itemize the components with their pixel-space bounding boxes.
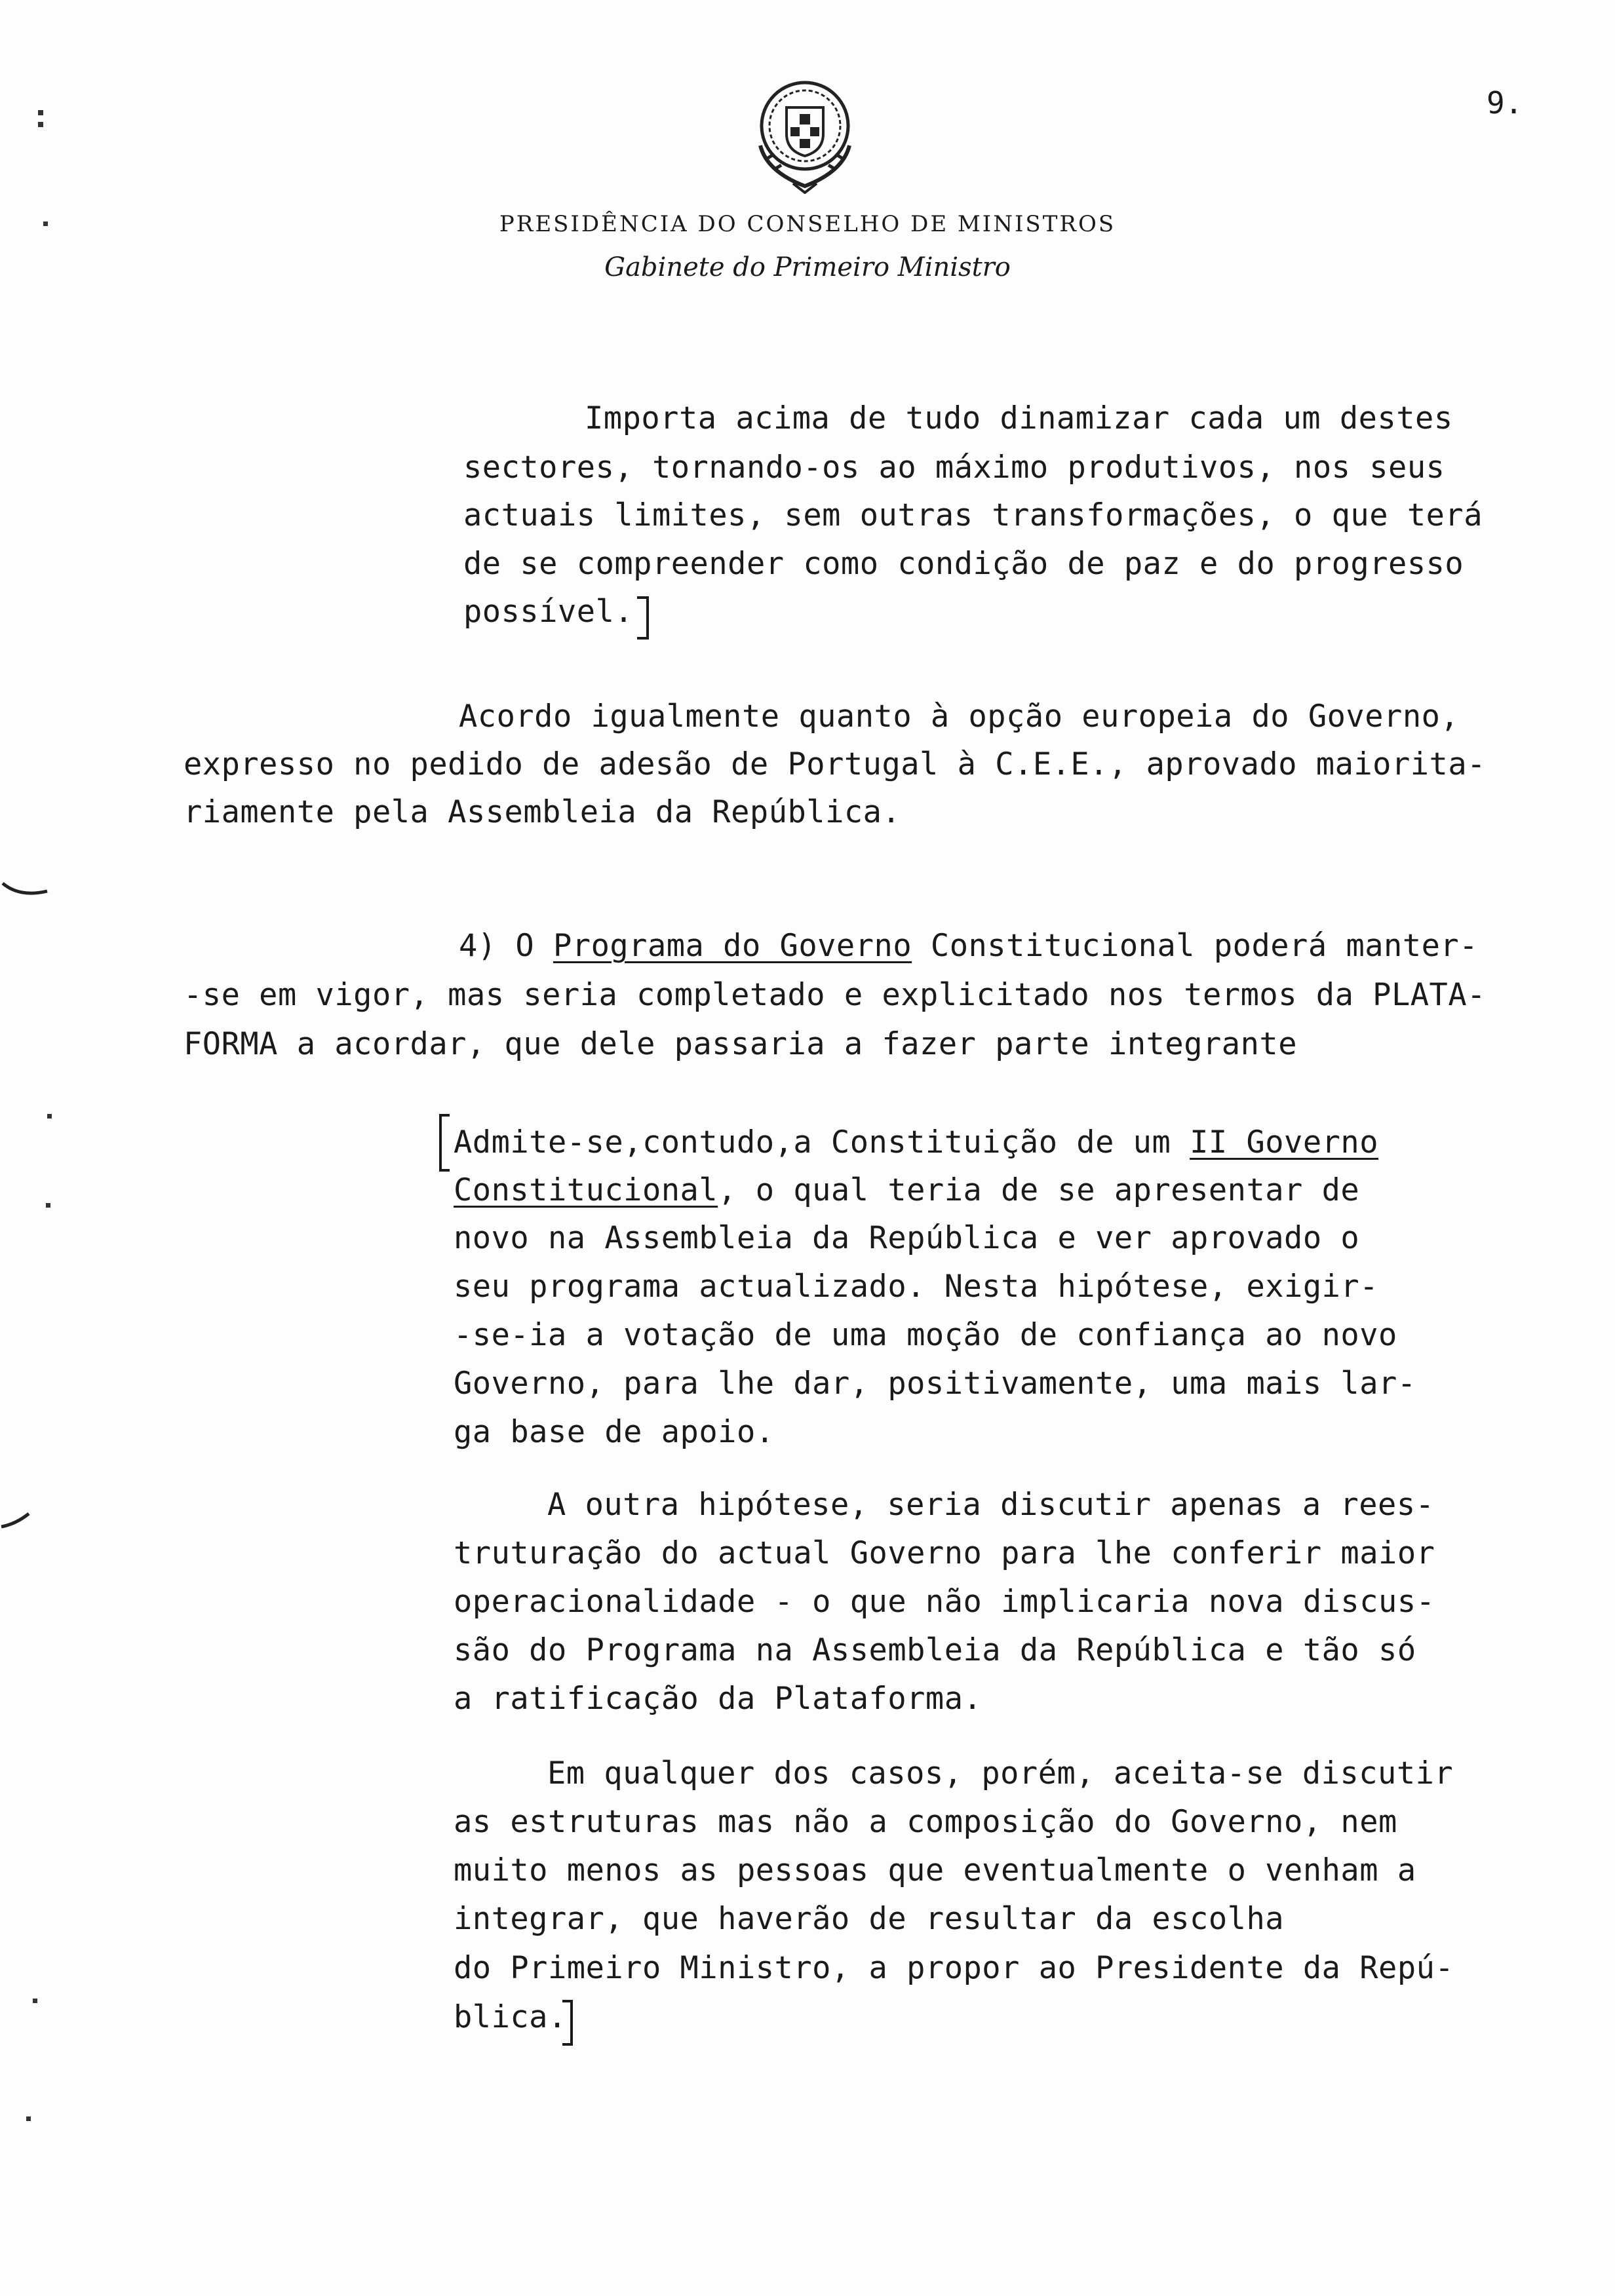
paragraph-1-line: actuais limites, sem outras transformações, o que terá bbox=[463, 497, 1483, 533]
paragraph-6-line: as estruturas mas não a composição do Governo, nem bbox=[454, 1804, 1397, 1840]
page-number: 9. bbox=[1487, 85, 1523, 121]
paragraph-4-line: novo na Assembleia da República e ver aprovado o bbox=[454, 1220, 1360, 1256]
paragraph-5-line: operacionalidade - o que não implicaria nova discus- bbox=[454, 1584, 1435, 1620]
scan-mark bbox=[0, 878, 52, 904]
paragraph-4-line: seu programa actualizado. Nesta hipótese, exigir- bbox=[454, 1269, 1379, 1305]
paragraph-6-line: muito menos as pessoas que eventualmente o venham a bbox=[454, 1852, 1416, 1888]
paragraph-2-line: Acordo igualmente quanto à opção europeia do Governo, bbox=[459, 698, 1460, 735]
paragraph-4-line bbox=[454, 1124, 1379, 1160]
scan-mark bbox=[38, 110, 43, 115]
paragraph-5-line: A outra hipótese, seria discutir apenas a rees- bbox=[547, 1487, 1435, 1523]
institution-heading: PRESIDÊNCIA DO CONSELHO DE MINISTROS bbox=[499, 211, 1116, 237]
text-run: 4) O bbox=[459, 928, 553, 964]
paragraph-2-line: riamente pela Assembleia da República. bbox=[184, 794, 901, 830]
paragraph-6-line: do Primeiro Ministro, a propor ao Presidente da Repú- bbox=[454, 1950, 1454, 1986]
paragraph-4-line: -se-ia a votação de uma moção de confiança ao novo bbox=[454, 1317, 1397, 1353]
paragraph-3-line: FORMA a acordar, que dele passaria a fazer parte integrante bbox=[184, 1026, 1297, 1062]
paragraph-3-line bbox=[459, 928, 1479, 964]
paragraph-4-line bbox=[454, 1172, 1360, 1208]
scan-mark bbox=[33, 1999, 37, 2003]
scan-mark bbox=[38, 122, 43, 127]
office-subheading: Gabinete do Primeiro Ministro bbox=[604, 252, 1011, 282]
paragraph-5-line: a ratificação da Plataforma. bbox=[454, 1681, 983, 1717]
paragraph-3-line: -se em vigor, mas seria completado e explicitado nos termos da PLATA- bbox=[184, 977, 1486, 1013]
paragraph-6-line: Em qualquer dos casos, porém, aceita-se discutir bbox=[547, 1755, 1454, 1791]
paragraph-4-line: ga base de apoio. bbox=[454, 1414, 775, 1450]
paragraph-6-line: blica. bbox=[454, 1999, 567, 2035]
paragraph-1-line: de se compreender como condição de paz e do progresso bbox=[463, 546, 1464, 582]
scan-mark bbox=[0, 1507, 39, 1533]
scan-mark bbox=[47, 1114, 52, 1119]
text-run: Admite-se,contudo,a Constituição de um bbox=[454, 1124, 1190, 1160]
paragraph-5-line: truturação do actual Governo para lhe conferir maior bbox=[454, 1535, 1435, 1571]
scan-mark bbox=[43, 221, 48, 226]
closing-bracket bbox=[562, 2000, 573, 2046]
paragraph-1-line: Importa acima de tudo dinamizar cada um destes bbox=[585, 400, 1453, 436]
paragraph-1-line: possível. bbox=[463, 594, 634, 630]
text-run: , o qual teria de se apresentar de bbox=[718, 1172, 1360, 1208]
underlined-term: Programa do Governo bbox=[553, 928, 912, 964]
opening-bracket bbox=[439, 1114, 450, 1172]
underlined-term: Constitucional bbox=[454, 1172, 718, 1208]
scan-mark bbox=[46, 1203, 50, 1208]
paragraph-6-line: integrar, que haverão de resultar da escolha bbox=[454, 1901, 1285, 1937]
paragraph-1-line: sectores, tornando-os ao máximo produtivos, nos seus bbox=[463, 450, 1445, 486]
paragraph-4-line: Governo, para lhe dar, positivamente, uma mais lar- bbox=[454, 1366, 1416, 1402]
underlined-term: II Governo bbox=[1190, 1124, 1379, 1160]
closing-bracket bbox=[637, 596, 649, 640]
paragraph-2-line: expresso no pedido de adesão de Portugal à C.E.E., aprovado maiorita- bbox=[184, 746, 1486, 782]
paragraph-5-line: são do Programa na Assembleia da República e tão só bbox=[454, 1632, 1416, 1668]
scan-mark bbox=[26, 2116, 31, 2121]
text-run: Constitucional poderá manter- bbox=[912, 928, 1479, 964]
coat-of-arms-seal-icon bbox=[741, 73, 869, 194]
